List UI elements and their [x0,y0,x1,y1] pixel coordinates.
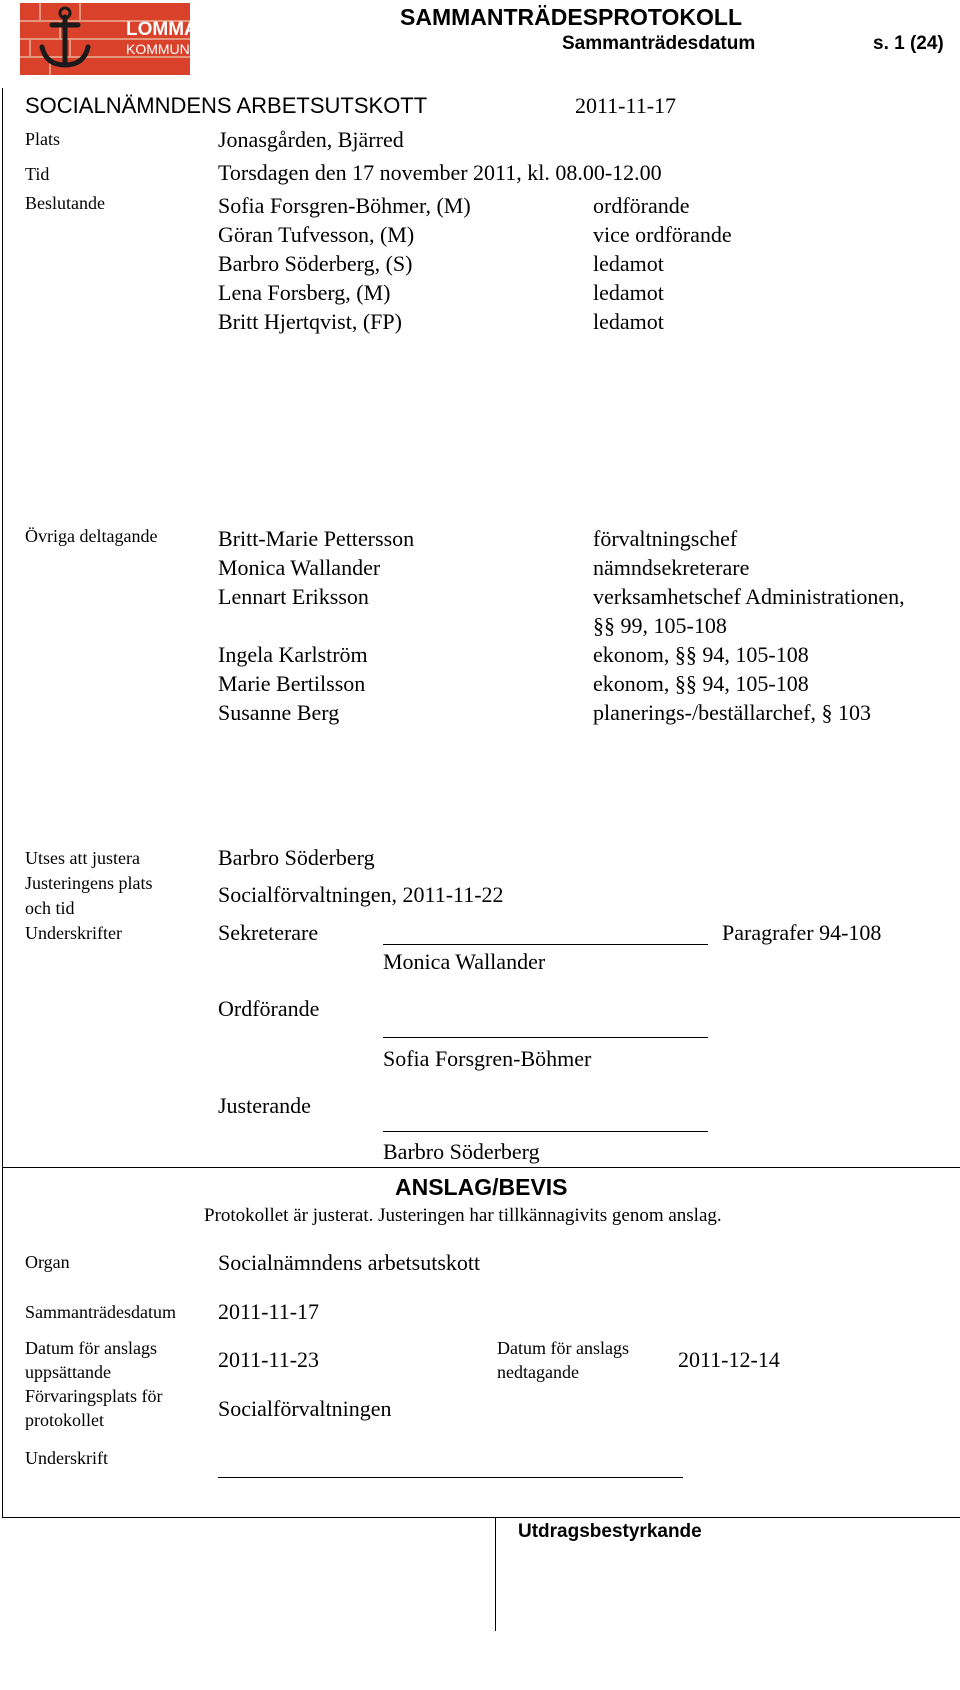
footer-divider [2,1517,960,1518]
ovriga-role: ekonom, §§ 94, 105-108 [593,642,809,667]
beslutande-role: ledamot [593,309,664,334]
sekreterare-signature-line [383,944,708,945]
ordforande-label: Ordförande [218,996,320,1021]
beslutande-role: ordförande [593,193,690,218]
ovriga-name: Ingela Karlström [218,642,368,667]
justering-plats-label-2: och tid [25,898,75,918]
beslutande-name: Barbro Söderberg, (S) [218,251,413,276]
underskrift-label: Underskrift [25,1448,108,1468]
ovriga-role-continued: §§ 99, 105-108 [593,613,727,638]
anslag-datum-value: 2011-11-17 [218,1299,320,1324]
ovriga-role: verksamhetschef Administrationen, [593,584,905,609]
header-date-label: Sammanträdesdatum [562,33,756,54]
ovriga-name: Susanne Berg [218,700,340,725]
justerande-name: Barbro Söderberg [383,1139,540,1164]
ovriga-role: planerings-/beställarchef, § 103 [593,700,871,725]
nedtagande-label-2: nedtagande [497,1362,579,1382]
utses-value: Barbro Söderberg [218,845,375,870]
lomma-kommun-logo [20,3,198,75]
ovriga-name: Britt-Marie Pettersson [218,526,415,551]
beslutande-name: Sofia Forsgren-Böhmer, (M) [218,193,471,218]
justerande-signature-line [383,1131,708,1132]
beslutande-name: Britt Hjertqvist, (FP) [218,309,402,334]
uppsattande-value: 2011-11-23 [218,1347,320,1372]
beslutande-role: ledamot [593,251,664,276]
tid-label: Tid [25,164,50,184]
footer-vertical-divider [495,1517,496,1631]
committee-name: SOCIALNÄMNDENS ARBETSUTSKOTT [25,93,428,118]
logo-text-lomma: LOMMA [126,19,198,40]
beslutande-name: Lena Forsberg, (M) [218,280,391,305]
page-number: s. 1 (24) [873,33,944,54]
justering-plats-value: Socialförvaltningen, 2011-11-22 [218,882,504,907]
utdragsbestyrkande-label: Utdragsbestyrkande [518,1521,702,1542]
uppsattande-label: Datum för anslags [25,1338,157,1358]
utses-label: Utses att justera [25,848,140,868]
beslutande-name: Göran Tufvesson, (M) [218,222,415,247]
ovriga-role: nämndsekreterare [593,555,750,580]
beslutande-role: vice ordförande [593,222,732,247]
ovriga-name: Monica Wallander [218,555,381,580]
underskrift-signature-line [218,1477,683,1478]
plats-value: Jonasgården, Bjärred [218,127,404,152]
underskrifter-label: Underskrifter [25,923,122,943]
tid-value: Torsdagen den 17 november 2011, kl. 08.00-12.00 [218,160,662,185]
forvaringsplats-label: Förvaringsplats för [25,1386,163,1406]
logo-text-kommun: KOMMUN [126,41,190,57]
forvaringsplats-label-2: protokollet [25,1410,104,1430]
nedtagande-value: 2011-12-14 [678,1347,780,1372]
anslag-title: ANSLAG/BEVIS [395,1174,568,1200]
justering-plats-label: Justeringens plats [25,873,153,893]
uppsattande-label-2: uppsättande [25,1362,111,1382]
sekreterare-label: Sekreterare [218,920,319,945]
organ-value: Socialnämndens arbetsutskott [218,1250,481,1275]
paragrafer-value: Paragrafer 94-108 [722,920,882,945]
ordforande-signature-line [383,1037,708,1038]
ovriga-role: ekonom, §§ 94, 105-108 [593,671,809,696]
forvaringsplats-value: Socialförvaltningen [218,1396,392,1421]
organ-label: Organ [25,1252,70,1272]
nedtagande-label: Datum för anslags [497,1338,629,1358]
anslag-text: Protokollet är justerat. Justeringen har tillkännagivits genom anslag. [204,1205,722,1226]
anslag-divider [2,1167,960,1168]
plats-label: Plats [25,129,61,149]
anslag-datum-label: Sammanträdesdatum [25,1302,176,1322]
left-border [2,88,3,1518]
ovriga-name: Lennart Eriksson [218,584,369,609]
justerande-label: Justerande [218,1093,311,1118]
ovriga-label: Övriga deltagande [25,526,158,546]
beslutande-role: ledamot [593,280,664,305]
ovriga-name: Marie Bertilsson [218,671,366,696]
beslutande-label: Beslutande [25,193,105,213]
meeting-date: 2011-11-17 [575,93,677,118]
ordforande-name: Sofia Forsgren-Böhmer [383,1046,592,1071]
sekreterare-name: Monica Wallander [383,949,546,974]
document-title: SAMMANTRÄDESPROTOKOLL [400,4,743,30]
ovriga-role: förvaltningschef [593,526,738,551]
